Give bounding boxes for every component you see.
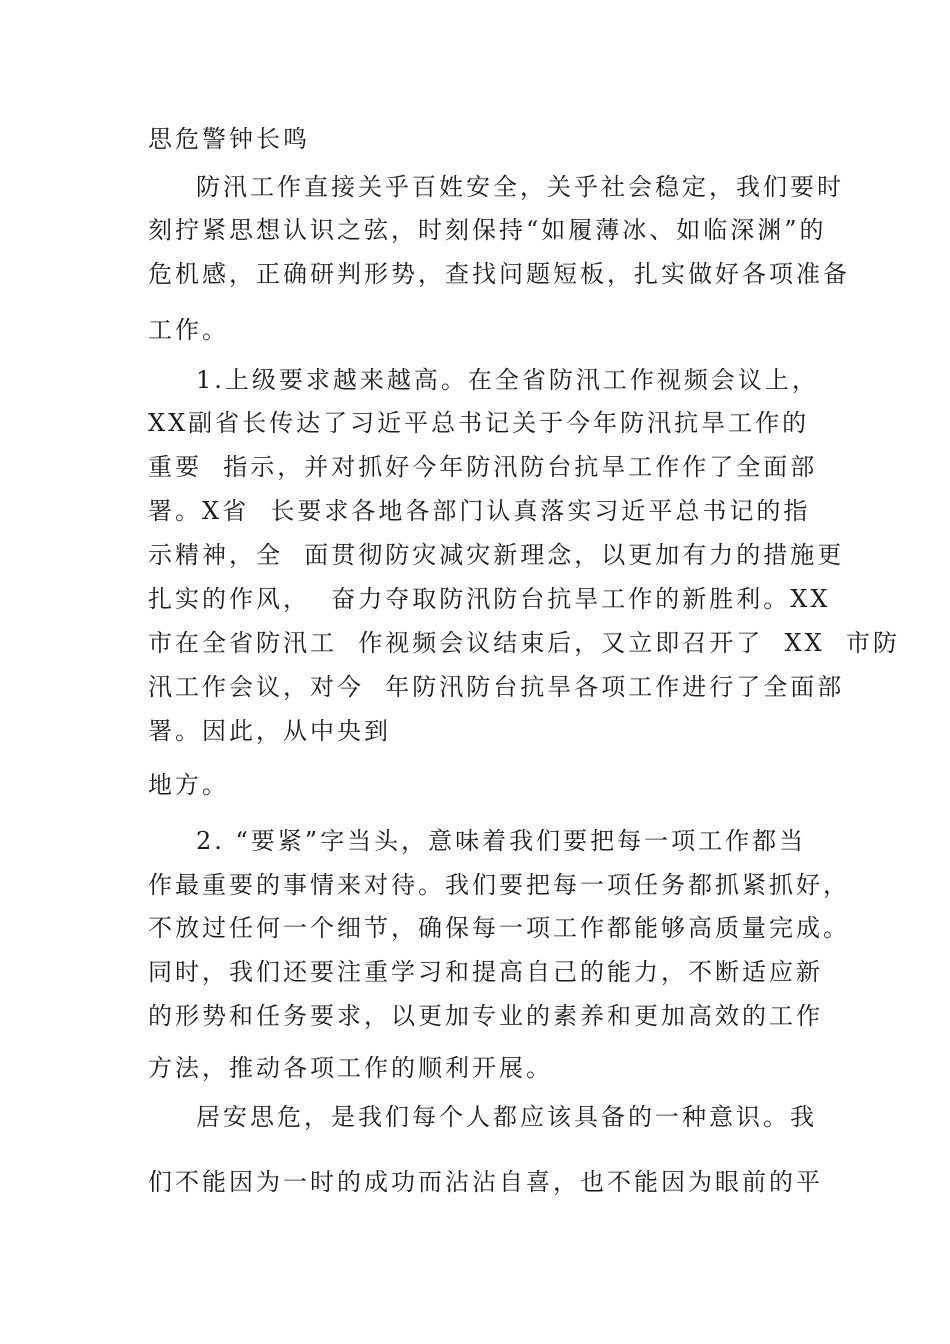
paragraph-line: 防汛工作直接关乎百姓安全，关乎社会稳定，我们要时 (196, 173, 844, 201)
paragraph-line: 的形势和任务要求，以更加专业的素养和更加高效的工作 (148, 1002, 823, 1030)
paragraph-line: 扎实的作风， 奋力夺取防汛防台抗旱工作的新胜利。XX (148, 585, 831, 613)
paragraph-line: 同时，我们还要注重学习和提高自己的能力，不断适应新 (148, 958, 823, 986)
paragraph-line: XX副省长传达了习近平总书记关于今年防汛抗旱工作的 (148, 409, 810, 437)
paragraph-line: 1.上级要求越来越高。在全省防汛工作视频会议上， (196, 366, 819, 394)
paragraph-line: 署。因此，从中央到 (148, 717, 391, 745)
paragraph-line: 重要 指示，并对抓好今年防汛防台抗旱工作作了全面部 (148, 453, 818, 481)
paragraph-line: 方法，推动各项工作的顺利开展。 (148, 1054, 553, 1082)
paragraph-line: 署。X省 长要求各地各部门认真落实习近平总书记的指 (148, 497, 811, 525)
paragraph-line: 汛工作会议，对今 年防汛防台抗旱各项工作进行了全面部 (148, 673, 845, 701)
paragraph-line: 2. “要紧”字当头，意味着我们要把每一项工作都当 (196, 827, 807, 855)
paragraph-line: 示精神，全 面贯彻防灾减灾新理念，以更加有力的措施更 (148, 541, 845, 569)
paragraph-line: 危机感，正确研判形势，查找问题短板，扎实做好各项准备 (148, 260, 850, 288)
paragraph-line: 刻拧紧思想认识之弦，时刻保持“如履薄冰、如临深渊”的 (148, 216, 827, 244)
paragraph-line: 居安思危，是我们每个人都应该具备的一种意识。我 (196, 1103, 817, 1131)
paragraph-line: 工作。 (148, 316, 229, 344)
document-heading: 思危警钟长鸣 (148, 125, 310, 153)
paragraph-line: 不放过任何一个细节，确保每一项工作都能够高质量完成。 (148, 914, 850, 942)
paragraph-line: 市在全省防汛工 作视频会议结束后，又立即召开了 XX 市防 (148, 629, 900, 657)
paragraph-line: 作最重要的事情来对待。我们要把每一项任务都抓紧抓好， (148, 871, 850, 899)
paragraph-line: 们不能因为一时的成功而沾沾自喜，也不能因为眼前的平 (148, 1168, 823, 1196)
paragraph-line: 地方。 (148, 771, 229, 799)
